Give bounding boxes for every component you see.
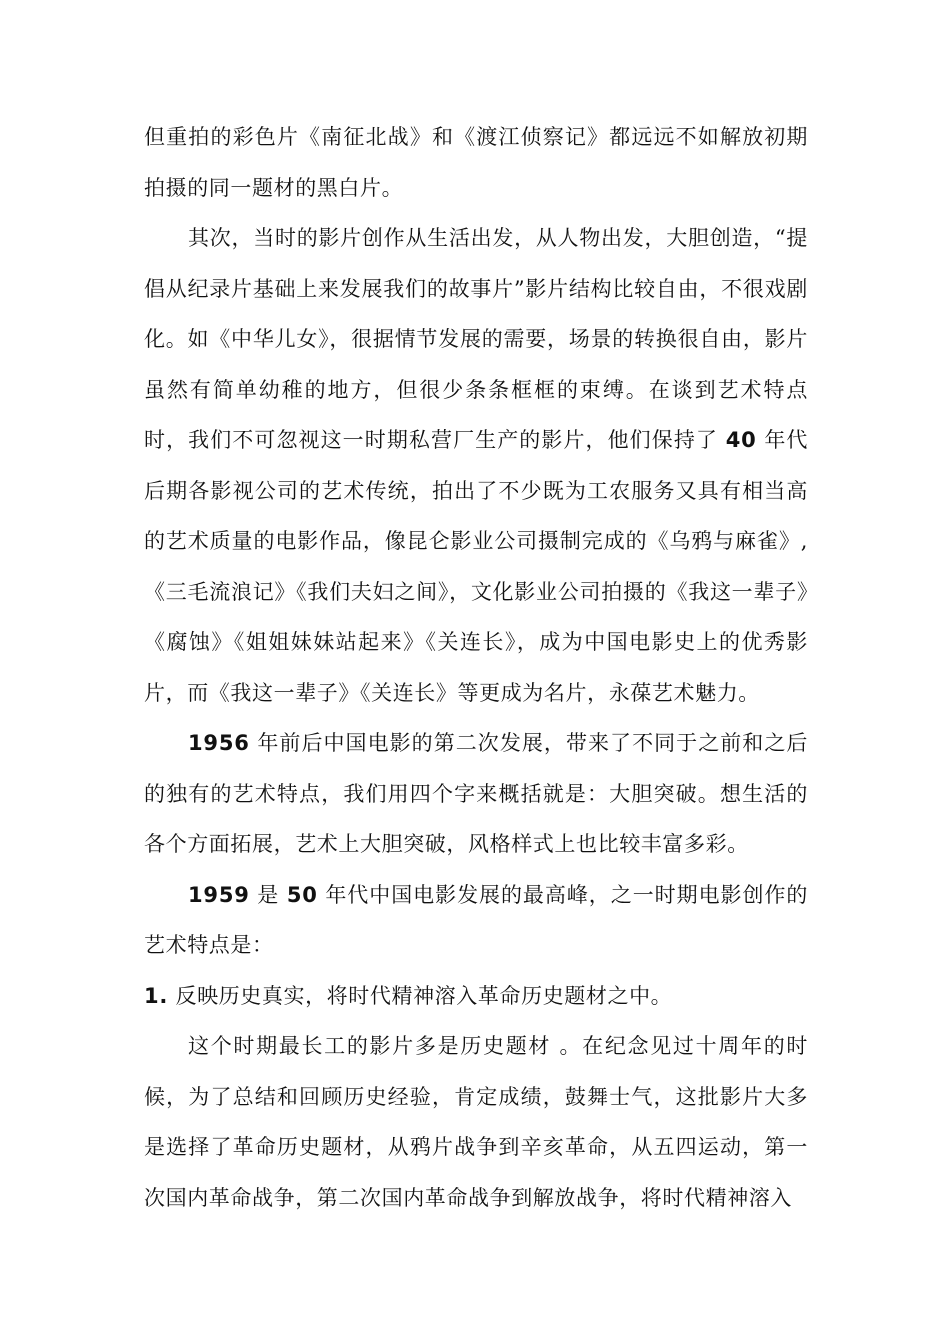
text-run: 年前后中国电影的第二次发展，带来了不同于之前和之后的独有的艺术特点，我们用四个字来概括就是：大胆突破。想生活的各个方面拓展，艺术上大胆突破，风格样式上也比较丰富多彩。 [144,731,808,856]
paragraph-p6 [144,1021,808,1223]
paragraph-p2 [144,213,808,718]
bold-number: 50 [286,882,318,907]
bold-number: 1959 [188,882,250,907]
text-run: 年代后期各影视公司的艺术传统，拍出了不少既为工农服务又具有相当高的艺术质量的电影作品，像昆仑影业公司摄制完成的《乌鸦与麻雀》,《三毛流浪记》《我们夫妇之间》，文化影业公司拍摄的《我这一辈子》《腐蚀》《姐姐妹妹站起来》《关连长》，成为中国电影史上的优秀影片，而《我这一辈子》《关连长》等更成为名片，永葆艺术魅力。 [144,428,808,705]
text-run: 是 [249,882,287,907]
bold-number: 40 [725,428,757,452]
text-run: 年代中国电影发展的最高峰，之一时期电影创作的艺术特点是： [144,882,808,957]
text-run: 反映历史真实，将时代精神溶入革命历史题材之中。 [168,983,673,1008]
body-text [144,112,808,1223]
paragraph-p5 [144,971,808,1022]
text-run: 这个时期最长工的影片多是历史题材 。在纪念见过十周年的时候，为了总结和回顾历史经验，肯定成绩，鼓舞士气，这批影片大多是选择了革命历史题材，从鸦片战争到辛亥革命，从五四运动，第一次国内革命战争，第二次国内革命战争到解放战争，将时代精神溶入 [144,1034,808,1210]
paragraph-p3 [144,718,808,870]
bold-number: 1. [144,983,169,1008]
text-run: 但重拍的彩色片《南征北战》和《渡江侦察记》都远远不如解放初期拍摄的同一题材的黑白片。 [144,125,808,200]
bold-number: 1956 [188,731,250,755]
text-run: 其次，当时的影片创作从生活出发，从人物出发，大胆创造，“提倡从纪录片基础上来发展我们的故事片”影片结构比较自由，不很戏剧化。如《中华儿女》，很据情节发展的需要，场景的转换很自由，影片虽然有简单幼稚的地方，但很少条条框框的束缚。在谈到艺术特点时，我们不可忽视这一时期私营厂生产的影片，他们保持了 [144,226,808,452]
paragraph-p4 [144,870,808,971]
paragraph-p1 [144,112,808,213]
